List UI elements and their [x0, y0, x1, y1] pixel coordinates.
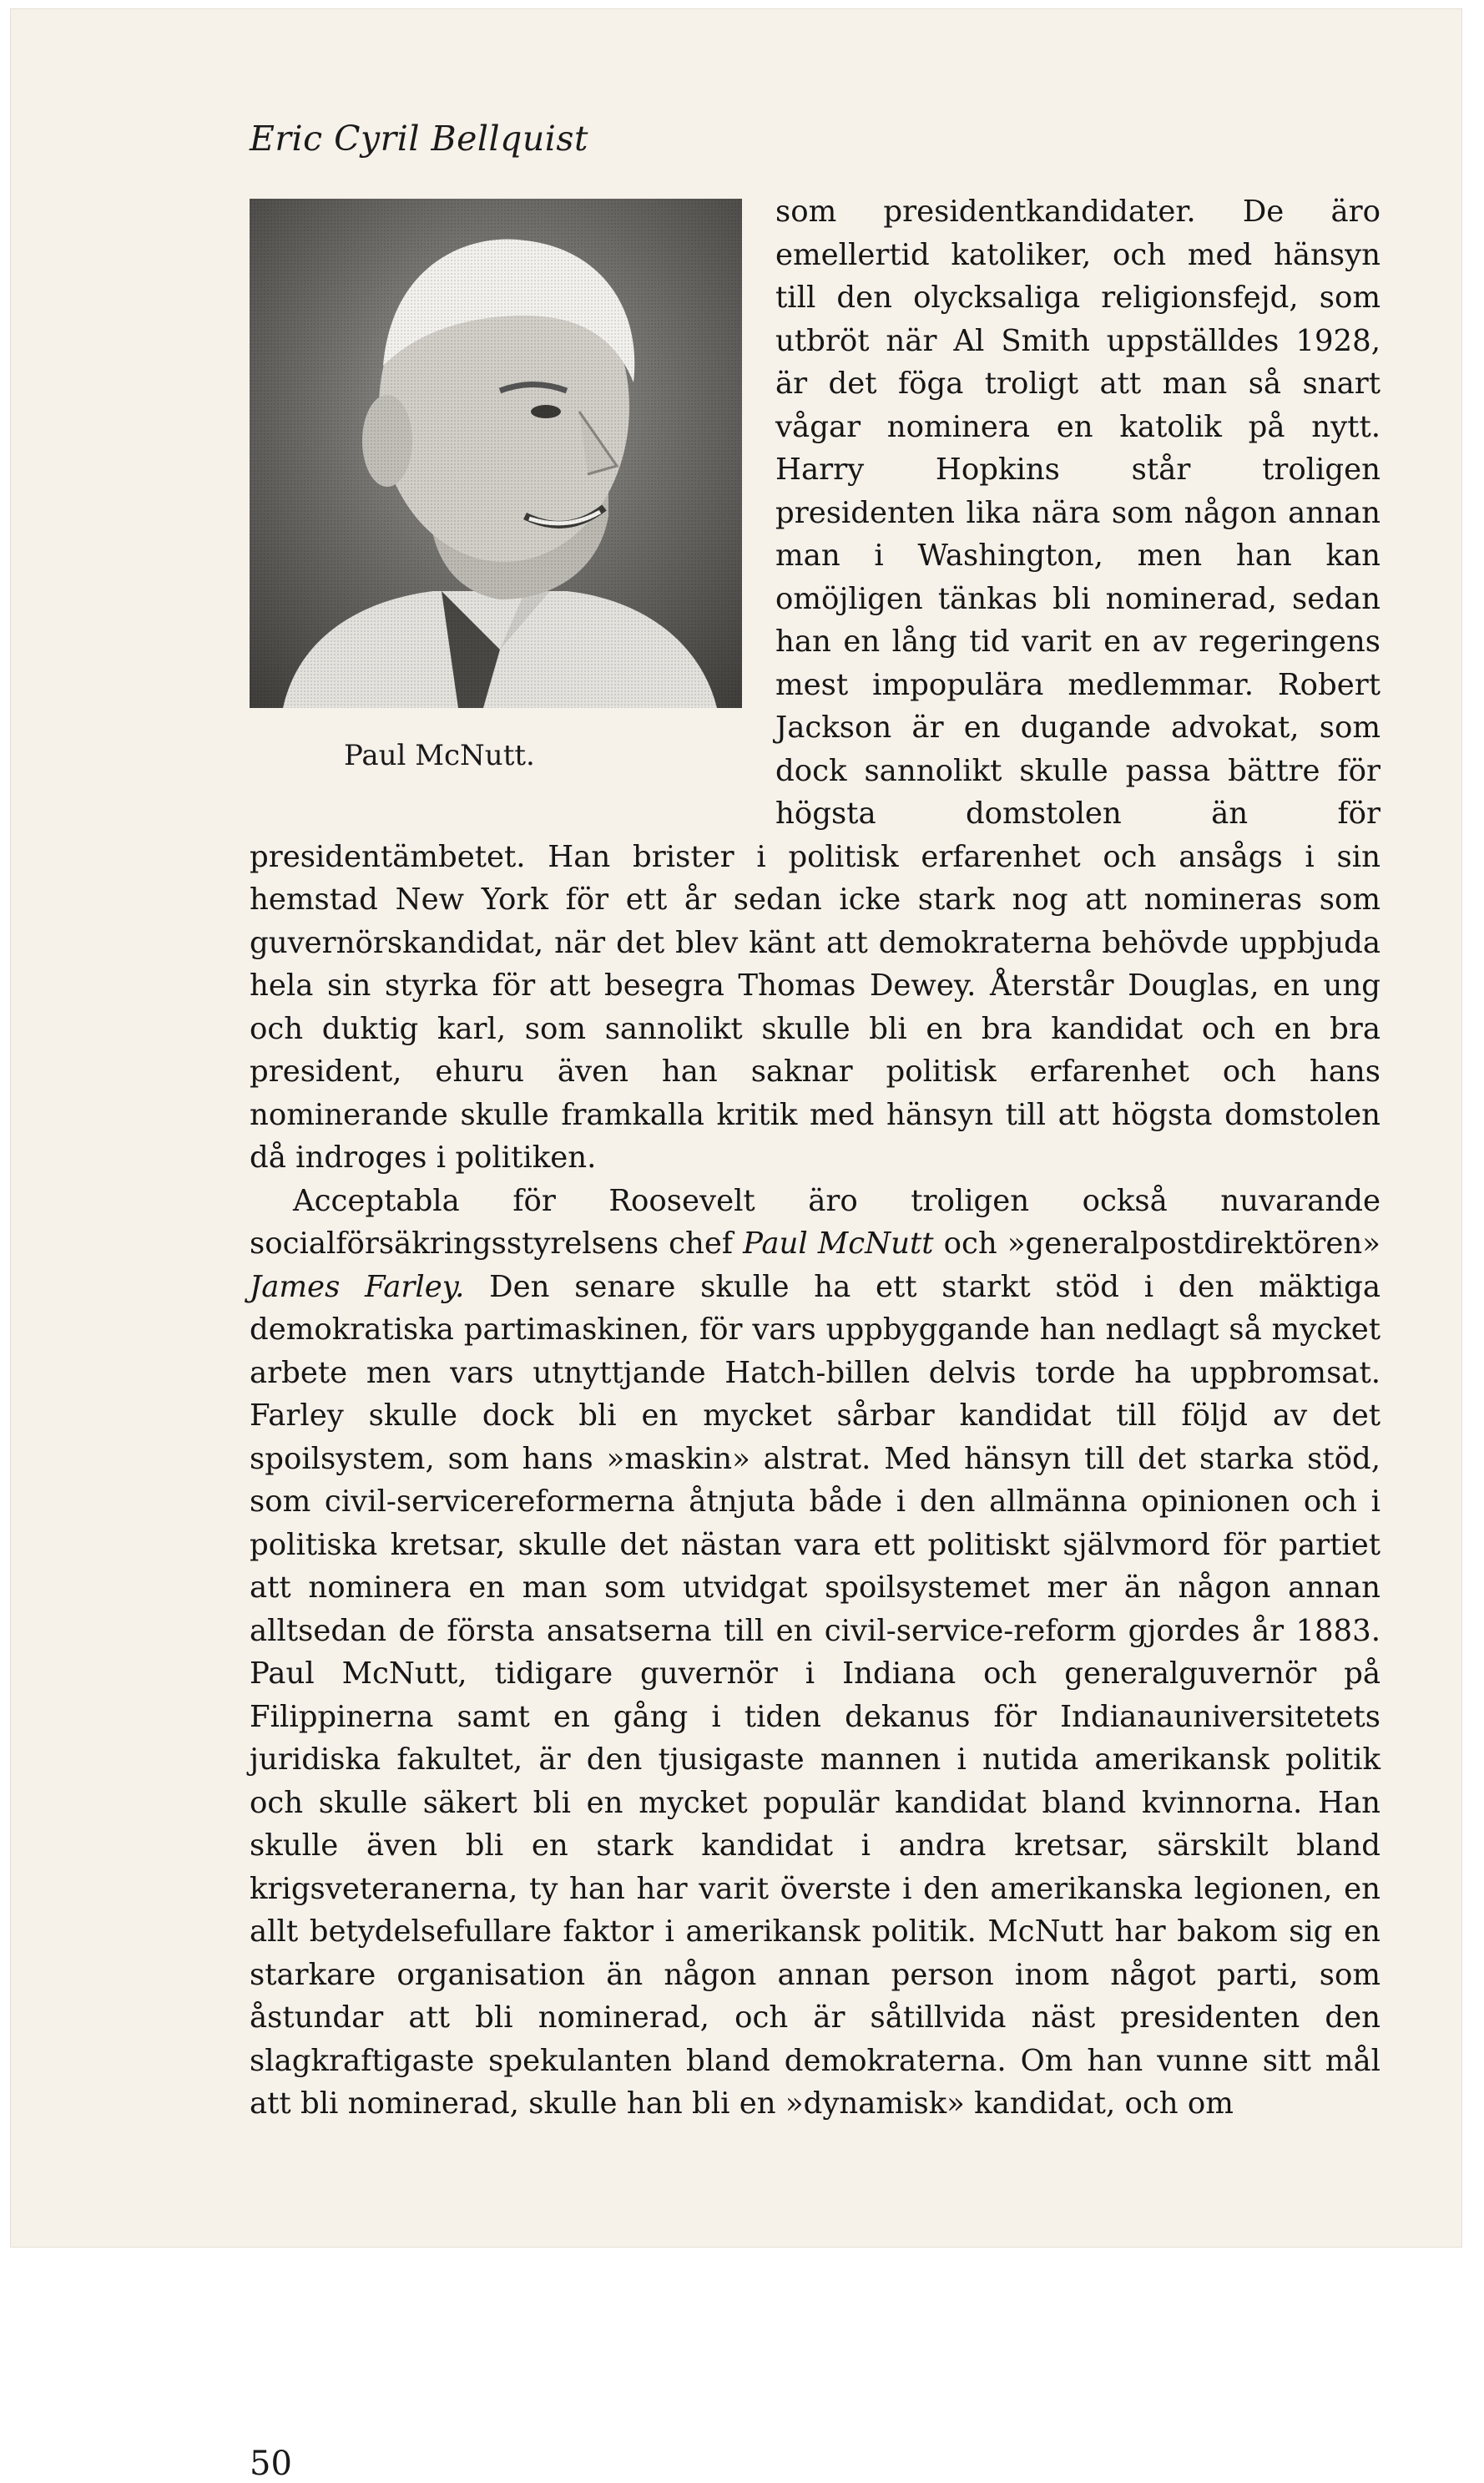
- italic-name: Paul McNutt: [743, 1226, 934, 1261]
- text-run: och »generalpostdirektören»: [933, 1226, 1381, 1261]
- text-run: Acceptabla för Roosevelt äro troligen också nuvarande socialförsäkringsstyrelsens chef: [250, 1183, 1381, 1261]
- photo-caption: Paul McNutt.: [344, 739, 535, 772]
- photo-spacer: [250, 190, 775, 800]
- italic-name: James Farley.: [250, 1269, 465, 1304]
- text-run: som presidentkandidater. De äro emellertid katoliker, och med hänsyn till den olycksaliga religionsfejd, som utbröt när Al Smith uppställdes 1928, är det föga troligt att man så snart vågar nominera en katolik på nytt. Harry Hopkins står troligen presidenten lika nära som någon annan man i Washington, men han kan omöjligen tänkas bli nominerad, sedan han en lång tid varit en av regeringens mest impopulära medlemmar. Robert Jackson är en dugande advokat, som dock sannolikt skulle passa bättre för högsta domstolen än för presidentämbetet. Han brister i politisk erfarenhet och ansågs i sin hemstad New York för ett år sedan icke stark nog att nomineras som guvernörskandidat, när det blev känt att demokraterna behövde uppbjuda hela sin styrka för att besegra Thomas Dewey. Återstår Douglas, en ung och duktig karl, som sannolikt skulle bli en bra kandidat och en bra president, ehuru även han saknar politisk erfarenhet och hans nominerande skulle framkalla kritik med hänsyn till att högsta domstolen då indroges i politiken.: [250, 195, 1381, 1175]
- body-paragraph-2: [250, 1180, 1381, 2126]
- page: [10, 8, 1462, 2483]
- text-run: Den senare skulle ha ett starkt stöd i den mäktiga demokratiska partimaskinen, för vars uppbyggande han nedlagt så mycket arbete men vars utnyttjande Hatch-billen delvis torde ha uppbromsat. Farley skulle dock bli en mycket sårbar kandidat till följd av det spoilsystem, som hans »maskin» alstrat. Med hänsyn till det starka stöd, som civil-servicereformerna åtnjuta både i den allmänna opinionen och i politiska kretsar, skulle det nästan vara ett politiskt självmord för partiet att nominera en man som utvidgat spoilsystemet mer än någon annan alltsedan de första ansatserna till en civil-service-reform gjordes år 1883. Paul McNutt, tidigare guvernör i Indiana och generalguvernör på Filippinerna samt en gång i tiden dekanus för Indianauniversitetets juridiska fakultet, är den tjusigaste mannen i nutida amerikansk politik och skulle säkert bli en mycket populär kandidat bland kvinnorna. Han skulle även bli en stark kandidat i andra kretsar, särskilt bland krigsveteranerna, ty han har varit överste i den amerikanska legionen, en allt betydelsefullare faktor i amerikansk politik. McNutt har bakom sig en starkare organisation än någon annan person inom något parti, som åstundar att bli nominerad, och är såtillvida näst presidenten den slagkraftigaste spekulanten bland demokraterna. Om han vunne sitt mål att bli nominerad, skulle han bli en »dynamisk» kandidat, och om: [250, 1269, 1381, 2121]
- running-head: Eric Cyril Bellquist: [250, 119, 588, 159]
- page-number: 50: [250, 2445, 292, 2483]
- article-body: [250, 190, 1381, 2126]
